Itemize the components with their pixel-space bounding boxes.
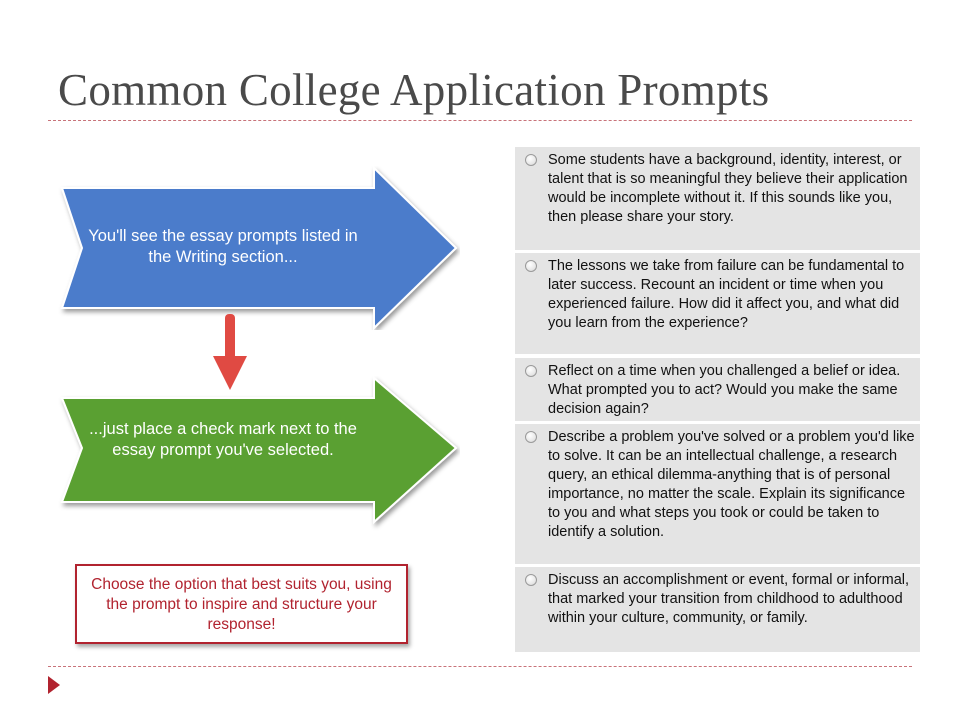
radio-button-icon[interactable] xyxy=(525,431,537,443)
prompt-option-4[interactable] xyxy=(515,424,920,564)
radio-button-icon[interactable] xyxy=(525,260,537,272)
writing-section-arrow xyxy=(58,166,460,330)
advice-note: Choose the option that best suits you, using the prompt to inspire and structure your response! xyxy=(75,564,408,644)
prompt-text: The lessons we take from failure can be fundamental to later success. Recount an incident or time when you experienced failure. How did it affect you, and what did you learn from the experience? xyxy=(548,258,905,331)
radio-button-icon[interactable] xyxy=(525,574,537,586)
prompt-text: Describe a problem you've solved or a problem you'd like to solve. It can be an intellectual challenge, a research query, an ethical dilemma-anything that is of personal importance, no matter the scale. Explain its significance to you and what steps you took or could be taken to identify a solution. xyxy=(548,429,915,540)
top-divider xyxy=(48,120,912,121)
prompt-option-5[interactable] xyxy=(515,567,920,652)
prompt-text: Reflect on a time when you challenged a belief or idea. What prompted you to act? Would you make the same decision again? xyxy=(548,363,901,417)
prompt-text: Some students have a background, identity, interest, or talent that is so meaningful they believe their application would be incomplete without it. If this sounds like you, then please share your story. xyxy=(548,152,908,225)
radio-button-icon[interactable] xyxy=(525,154,537,166)
slide-title: Common College Application Prompts xyxy=(58,65,770,115)
bottom-divider xyxy=(48,666,912,667)
prompt-option-1[interactable] xyxy=(515,147,920,250)
check-mark-arrow xyxy=(58,376,460,540)
blue-arrow-text: You'll see the essay prompts listed in the Writing section... xyxy=(88,227,358,266)
essay-prompt-list xyxy=(515,147,920,652)
bullet-triangle-icon xyxy=(48,676,60,694)
radio-button-icon[interactable] xyxy=(525,365,537,377)
prompt-option-3[interactable] xyxy=(515,358,920,421)
prompt-option-2[interactable] xyxy=(515,253,920,354)
green-arrow-text: ...just place a check mark next to the essay prompt you've selected. xyxy=(89,420,357,459)
prompt-text: Discuss an accomplishment or event, formal or informal, that marked your transition from childhood to adulthood within your culture, community, or family. xyxy=(548,572,910,626)
